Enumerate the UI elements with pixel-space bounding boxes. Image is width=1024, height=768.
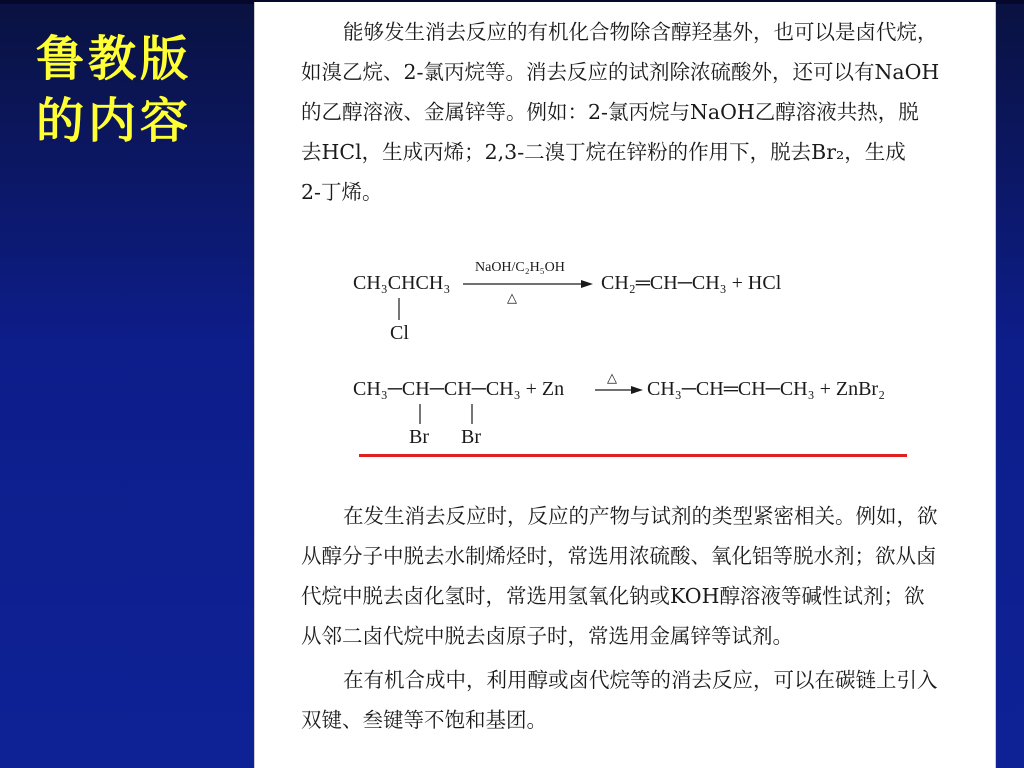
text-line: 的乙醇溶液、金属锌等。例如：2-氯丙烷与NaOH乙醇溶液共热，脱 <box>301 100 919 124</box>
text-line: 在有机合成中，利用醇或卤代烷等的消去反应，可以在碳链上引入 <box>343 668 938 692</box>
eq1-reactant: CH₃CHCH₃ <box>353 272 451 294</box>
eq1-condition-top: NaOH/C₂H₅OH <box>475 260 565 275</box>
eq2-reactant: CH₃─CH─CH─CH₃ + Zn <box>353 378 565 400</box>
eq2-product: CH₃─CH═CH─CH₃ + ZnBr₂ <box>647 378 886 400</box>
eq2-bond-line-1 <box>419 404 421 424</box>
text-line: 代烷中脱去卤化氢时，常选用氢氧化钠或KOH醇溶液等碱性试剂；欲 <box>301 584 925 608</box>
eq1-product: CH₂═CH─CH₃ + HCl <box>601 272 782 294</box>
red-divider-line <box>359 454 907 457</box>
text-line: 2-丁烯。 <box>301 180 383 204</box>
eq2-arrow-icon <box>595 384 643 396</box>
slide-title-line-2: 的内容 <box>36 93 193 149</box>
text-line: 去HCl，生成丙烯；2,3-二溴丁烷在锌粉的作用下，脱去Br₂，生成 <box>301 140 906 164</box>
text-line: 能够发生消去反应的有机化合物除含醇羟基外，也可以是卤代烷， <box>343 20 938 44</box>
slide-title <box>36 28 236 152</box>
eq1-substituent: Cl <box>390 322 409 344</box>
eq2-substituent-2: Br <box>461 426 481 448</box>
text-line: 从邻二卤代烷中脱去卤原子时，常选用金属锌等试剂。 <box>301 624 793 648</box>
paragraph-reagent-types <box>301 496 941 656</box>
equation-2 <box>255 2 997 462</box>
text-line: 如溴乙烷、2-氯丙烷等。消去反应的试剂除浓硫酸外，还可以有NaOH <box>301 60 940 84</box>
content-panel <box>254 2 996 768</box>
text-line: 在发生消去反应时，反应的产物与试剂的类型紧密相关。例如，欲 <box>343 504 938 528</box>
paragraph-organic-synthesis <box>301 660 941 740</box>
slide-title-line-1: 鲁教版 <box>36 31 193 87</box>
eq2-substituent-1: Br <box>409 426 429 448</box>
eq1-condition-bottom: △ <box>507 290 517 305</box>
eq2-condition-top: △ <box>607 370 617 385</box>
eq2-bond-line-2 <box>471 404 473 424</box>
text-line: 双键、叁键等不饱和基团。 <box>301 708 547 732</box>
text-line: 从醇分子中脱去水制烯烃时，常选用浓硫酸、氧化铝等脱水剂；欲从卤 <box>301 544 937 568</box>
